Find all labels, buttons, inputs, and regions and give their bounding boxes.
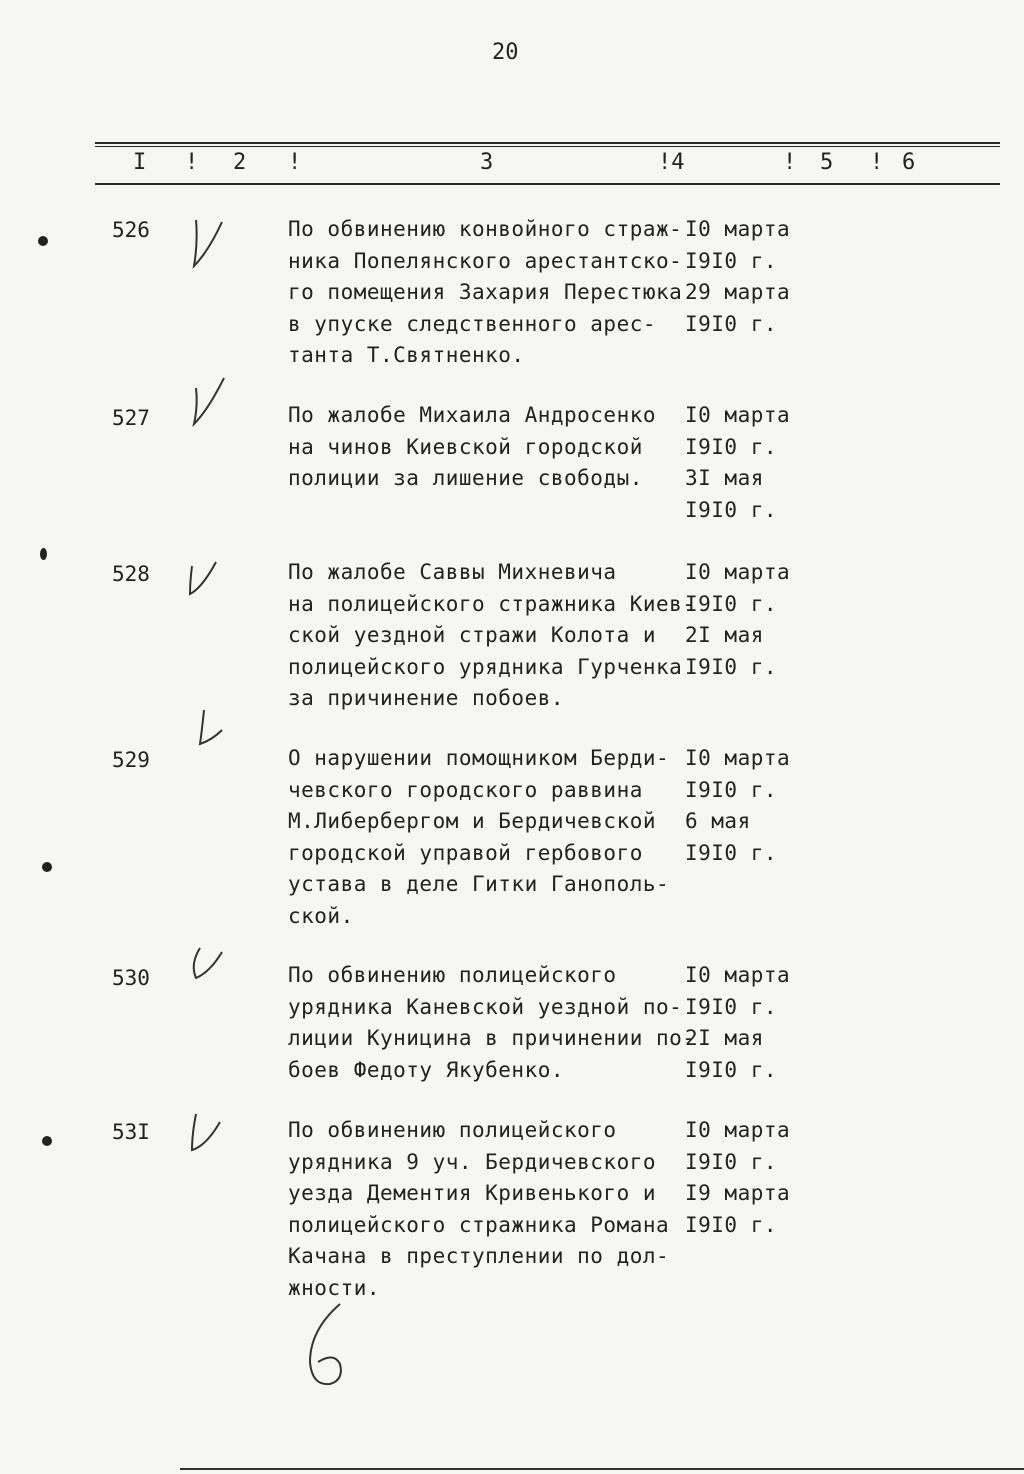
handwritten-note — [300, 1300, 360, 1390]
entry-dates: I0 марта I9I0 г. 2I мая I9I0 г. — [685, 560, 791, 679]
entry-number: 526 — [112, 218, 150, 242]
check-mark-icon — [186, 370, 230, 430]
entry-description: По обвинению полицейского урядника 9 уч. Бердичевского уезда Дементия Кривенького и полицейского стражника Романа Качана в преступлении по дол- жности. — [288, 1118, 670, 1300]
entry-description: По жалобе Саввы Михневича на полицейского стражника Киев- ской уездной стражи Колота и полицейского урядника Гурченка за причинение побоев. — [288, 560, 696, 710]
margin-speck — [42, 1136, 52, 1146]
column-header-5: 5 — [820, 150, 834, 175]
check-mark-icon — [184, 212, 228, 272]
entry-description: По жалобе Михаила Андросенко на чинов Киевской городской полиции за лишение свободы. — [288, 403, 657, 490]
check-mark-icon — [184, 1106, 228, 1166]
entry-dates: I0 марта I9I0 г. 29 марта I9I0 г. — [685, 217, 791, 336]
entry-number: 530 — [112, 966, 150, 990]
column-header-2: 2 — [233, 150, 247, 175]
entry-dates: I0 марта I9I0 г. 6 мая I9I0 г. — [685, 746, 791, 865]
margin-speck — [38, 236, 48, 246]
check-mark-icon — [186, 938, 230, 998]
column-separator: ! — [870, 150, 884, 175]
table-header-rule — [95, 183, 1000, 185]
entry-dates: I0 марта I9I0 г. 3I мая I9I0 г. — [685, 403, 791, 522]
handwritten-note-text: 6 — [302, 1384, 305, 1389]
column-header-3: 3 — [480, 150, 494, 175]
entry-description: По обвинению полицейского урядника Каневской уездной по- лиции Куницина в причинении по- боев Федоту Якубенко. — [288, 963, 696, 1082]
column-header-4: !4 — [658, 150, 685, 175]
column-separator: ! — [288, 150, 302, 175]
bottom-edge-line — [180, 1468, 1024, 1470]
entry-number: 53I — [112, 1120, 150, 1144]
entry-description: По обвинению конвойного страж- ника Попелянского арестантско- го помещения Захария Перестюка в упуске следственного арес- танта Т.Святненко. — [288, 217, 683, 367]
page-number: 20 — [492, 40, 519, 65]
entry-description: О нарушении помощником Берди- чевского городского раввина М.Либербергом и Бердичевской городской управой гербового устава в деле Гитки Ганополь- ской. — [288, 746, 670, 928]
entry-number: 527 — [112, 406, 150, 430]
entry-number: 529 — [112, 748, 150, 772]
check-mark-icon — [182, 552, 226, 612]
entry-dates: I0 марта I9I0 г. 2I мая I9I0 г. — [685, 963, 791, 1082]
table-top-rule-thin — [95, 146, 1000, 147]
entry-number: 528 — [112, 562, 150, 586]
entry-dates: I0 марта I9I0 г. I9 марта I9I0 г. — [685, 1118, 791, 1237]
column-header-1: I — [133, 150, 147, 175]
margin-speck — [40, 548, 47, 560]
margin-speck — [42, 862, 52, 872]
column-header-6: 6 — [902, 150, 916, 175]
table-top-rule — [95, 142, 1000, 144]
column-separator: ! — [783, 150, 797, 175]
check-mark-icon — [192, 700, 236, 760]
column-separator: ! — [185, 150, 199, 175]
